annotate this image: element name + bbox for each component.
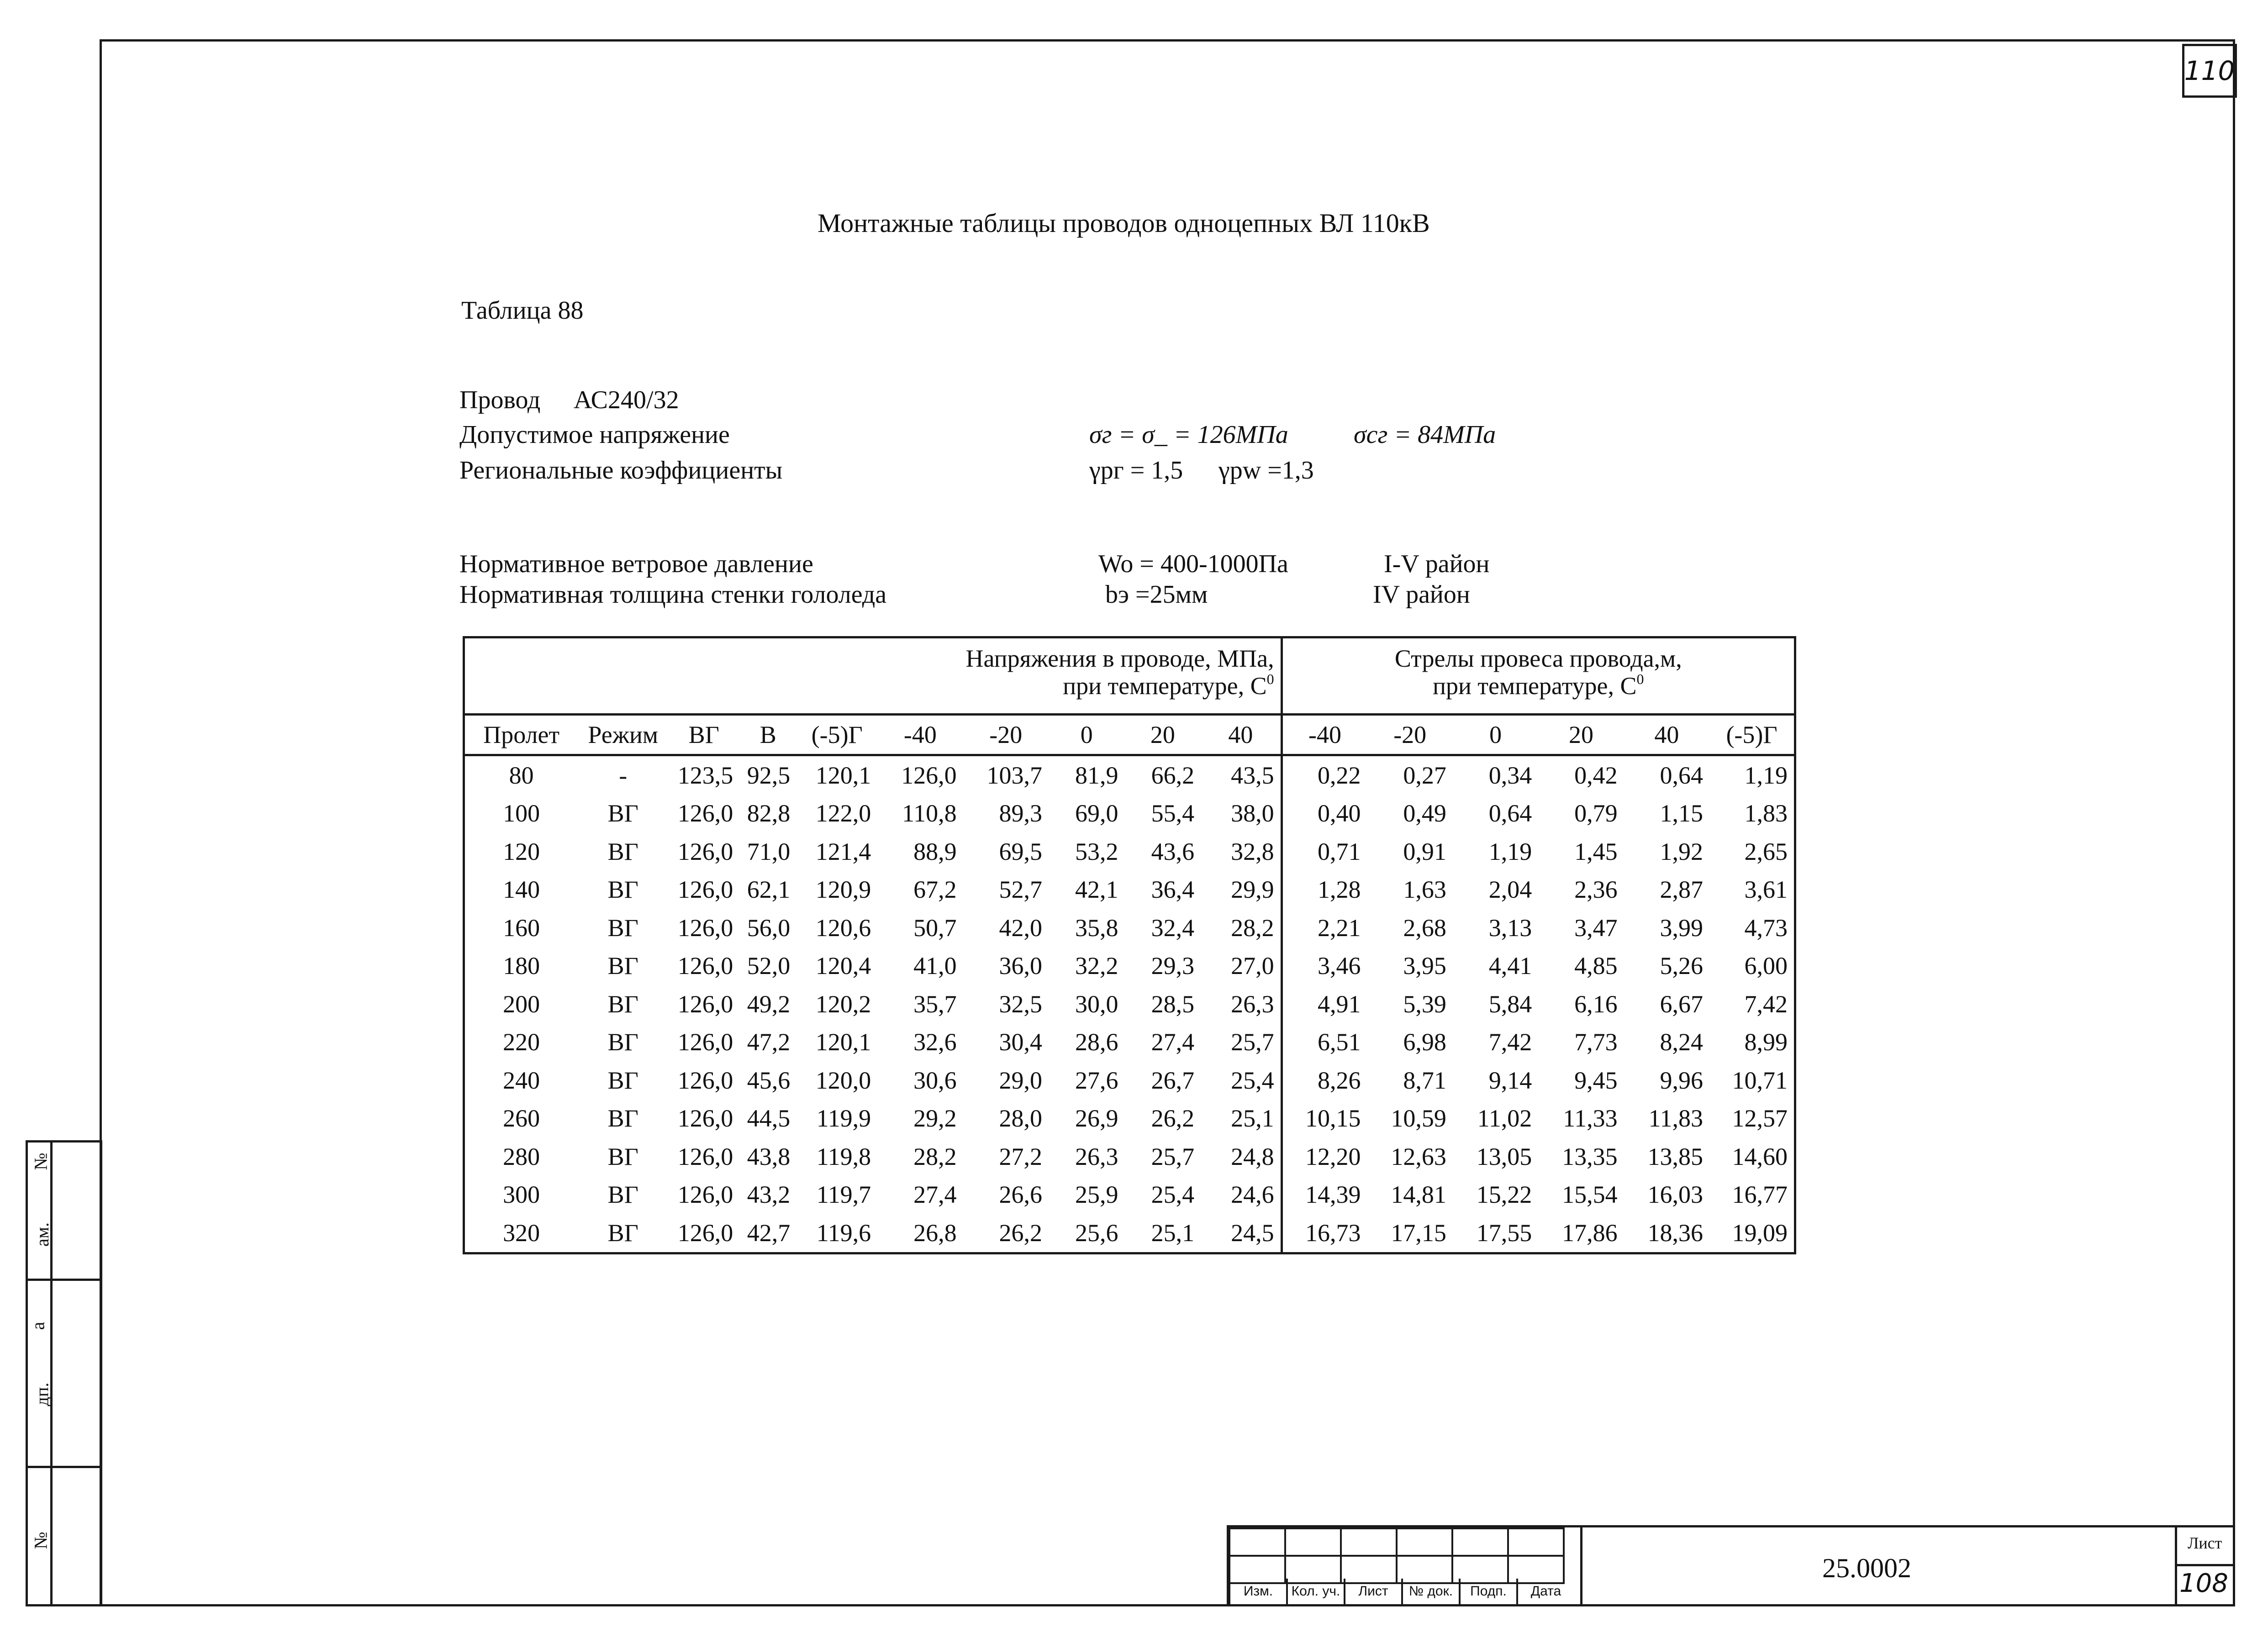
value-cell: 126,0 — [677, 990, 733, 1018]
value-cell: 126,0 — [677, 837, 733, 865]
value-cell: 8,24 — [1660, 1028, 1704, 1056]
value-cell: 26,9 — [1075, 1105, 1118, 1132]
revision-label: Кол. уч. — [1286, 1579, 1344, 1606]
value-cell: 11,83 — [1648, 1105, 1704, 1132]
table-row — [464, 985, 1795, 1023]
table-row — [464, 755, 1795, 795]
value-cell: 27,6 — [1075, 1066, 1118, 1094]
value-cell: 5,26 — [1660, 952, 1704, 980]
value-cell: 12,20 — [1282, 1137, 1367, 1176]
value-cell: 28,5 — [1151, 990, 1195, 1018]
span-cell: 220 — [503, 1028, 540, 1056]
value-cell: 26,3 — [1075, 1143, 1118, 1170]
value-cell: 47,2 — [747, 1028, 791, 1056]
span-cell: 320 — [503, 1219, 540, 1247]
value-cell: 123,5 — [677, 761, 733, 789]
span-cell: 280 — [503, 1143, 540, 1170]
value-cell: 88,9 — [913, 837, 957, 865]
mode-cell: ВГ — [607, 1028, 638, 1056]
value-cell: 25,1 — [1231, 1105, 1274, 1132]
value-cell: 1,15 — [1660, 800, 1704, 827]
value-cell: 119,8 — [816, 1143, 871, 1170]
value-cell: 7,73 — [1574, 1028, 1618, 1056]
side-stamp-line — [26, 1466, 102, 1468]
value-cell: 28,6 — [1075, 1028, 1118, 1056]
stress-value-2: σcг = 84МПа — [1354, 421, 1496, 449]
value-cell: 27,0 — [1231, 952, 1274, 980]
span-cell: 100 — [503, 800, 540, 827]
value-cell: 1,28 — [1282, 871, 1367, 909]
column-header: -20 — [1367, 715, 1452, 755]
value-cell: 0,91 — [1403, 837, 1446, 865]
span-cell: 200 — [503, 990, 540, 1018]
mode-cell: ВГ — [607, 1143, 638, 1170]
value-cell: 26,6 — [999, 1181, 1042, 1209]
value-cell: 25,1 — [1151, 1219, 1195, 1247]
sag-group-degree: 0 — [1636, 671, 1644, 687]
column-header: В — [739, 715, 796, 755]
value-cell: 16,03 — [1647, 1181, 1704, 1209]
value-cell: 32,6 — [913, 1028, 957, 1056]
column-header: 40 — [1624, 715, 1709, 755]
value-cell: 26,8 — [913, 1219, 957, 1247]
mode-cell: ВГ — [607, 837, 638, 865]
wind-region: I-V район — [1384, 550, 1490, 578]
corner-page-number-text: 110 — [2184, 55, 2235, 86]
value-cell: 0,42 — [1574, 761, 1618, 789]
value-cell: 42,1 — [1075, 876, 1118, 904]
column-header: ВГ — [668, 715, 739, 755]
value-cell: 120,0 — [815, 1066, 871, 1094]
value-cell: 10,71 — [1732, 1066, 1788, 1094]
column-header: -40 — [877, 715, 963, 755]
value-cell: 43,6 — [1151, 837, 1195, 865]
value-cell: 6,00 — [1744, 952, 1788, 980]
value-cell: 3,99 — [1660, 914, 1704, 942]
side-stamp-text-5: № — [30, 1532, 51, 1549]
value-cell: 1,92 — [1660, 837, 1704, 865]
value-cell: 25,6 — [1075, 1219, 1118, 1247]
value-cell: 11,02 — [1477, 1105, 1532, 1132]
value-cell: 81,9 — [1075, 761, 1118, 789]
value-cell: 4,85 — [1574, 952, 1618, 980]
value-cell: 126,0 — [677, 1143, 733, 1170]
sheet-box-line — [2175, 1564, 2235, 1566]
revision-label: Лист — [1344, 1579, 1401, 1606]
value-cell: 0,22 — [1282, 755, 1367, 795]
wire-value: АС240/32 — [574, 386, 679, 414]
coef-value-1: γpг = 1,5 — [1089, 456, 1183, 484]
value-cell: 28,2 — [1231, 914, 1274, 942]
span-cell: 300 — [503, 1181, 540, 1209]
stress-value-1: σг = σ_ = 126МПа — [1089, 421, 1288, 449]
value-cell: 10,59 — [1391, 1105, 1446, 1132]
value-cell: 3,95 — [1403, 952, 1446, 980]
value-cell: 17,15 — [1391, 1219, 1446, 1247]
wind-value: Wo = 400-1000Па — [1098, 550, 1288, 578]
document-code: 25.0002 — [1822, 1553, 1911, 1583]
value-cell: 12,63 — [1391, 1143, 1446, 1170]
value-cell: 126,0 — [677, 1066, 733, 1094]
value-cell: 103,7 — [986, 761, 1042, 789]
table-row — [464, 1061, 1795, 1100]
table-row — [464, 1137, 1795, 1176]
value-cell: 69,5 — [999, 837, 1042, 865]
value-cell: 2,04 — [1488, 876, 1532, 904]
side-stamp-text-1: № — [30, 1153, 51, 1170]
side-stamp-line — [26, 1279, 102, 1281]
revision-label: Дата — [1516, 1579, 1574, 1606]
value-cell: 6,51 — [1282, 1023, 1367, 1062]
value-cell: 53,2 — [1075, 837, 1118, 865]
value-cell: 89,3 — [999, 800, 1042, 827]
mode-cell: ВГ — [607, 914, 638, 942]
value-cell: 16,73 — [1282, 1214, 1367, 1253]
value-cell: 4,41 — [1488, 952, 1532, 980]
revision-label: Изм. — [1229, 1579, 1286, 1606]
value-cell: 126,0 — [901, 761, 957, 789]
installation-table — [463, 636, 1796, 1254]
value-cell: 13,05 — [1476, 1143, 1532, 1170]
table-row — [464, 795, 1795, 833]
column-header: 20 — [1125, 715, 1201, 755]
value-cell: 25,4 — [1151, 1181, 1195, 1209]
mode-cell: ВГ — [607, 1105, 638, 1132]
value-cell: 9,96 — [1660, 1066, 1704, 1094]
value-cell: 26,2 — [1151, 1105, 1195, 1132]
value-cell: 2,36 — [1574, 876, 1618, 904]
value-cell: 24,6 — [1231, 1181, 1274, 1209]
column-header: (-5)Г — [1709, 715, 1795, 755]
value-cell: 13,85 — [1647, 1143, 1704, 1170]
value-cell: 7,42 — [1488, 1028, 1532, 1056]
value-cell: 119,6 — [816, 1219, 871, 1247]
span-cell: 240 — [503, 1066, 540, 1094]
value-cell: 41,0 — [913, 952, 957, 980]
value-cell: 0,27 — [1403, 761, 1446, 789]
value-cell: 126,0 — [677, 952, 733, 980]
table-row — [464, 1100, 1795, 1138]
span-cell: 160 — [503, 914, 540, 942]
table-label: Таблица 88 — [461, 296, 584, 325]
value-cell: 11,33 — [1563, 1105, 1618, 1132]
value-cell: 126,0 — [677, 1219, 733, 1247]
value-cell: 5,39 — [1403, 990, 1446, 1018]
value-cell: 4,73 — [1744, 914, 1788, 942]
value-cell: 28,0 — [999, 1105, 1042, 1132]
value-cell: 71,0 — [747, 837, 791, 865]
value-cell: 1,45 — [1574, 837, 1618, 865]
value-cell: 15,22 — [1476, 1181, 1532, 1209]
ice-region: IV район — [1373, 580, 1470, 609]
value-cell: 14,39 — [1282, 1176, 1367, 1214]
span-cell: 140 — [503, 876, 540, 904]
value-cell: 9,45 — [1574, 1066, 1618, 1094]
value-cell: 56,0 — [747, 914, 791, 942]
value-cell: 28,2 — [913, 1143, 957, 1170]
stress-label: Допустимое напряжение — [459, 421, 730, 449]
column-header: 20 — [1538, 715, 1624, 755]
value-cell: 30,6 — [913, 1066, 957, 1094]
corner-page-number — [2182, 44, 2237, 98]
value-cell: 24,8 — [1231, 1143, 1274, 1170]
mode-cell: ВГ — [607, 1066, 638, 1094]
value-cell: 52,0 — [747, 952, 791, 980]
value-cell: 120,4 — [815, 952, 871, 980]
value-cell: 10,15 — [1282, 1100, 1367, 1138]
value-cell: 62,1 — [747, 876, 791, 904]
value-cell: 18,36 — [1647, 1219, 1704, 1247]
mode-cell: ВГ — [607, 876, 638, 904]
value-cell: 3,13 — [1488, 914, 1532, 942]
mode-cell: ВГ — [607, 990, 638, 1018]
value-cell: 35,7 — [913, 990, 957, 1018]
value-cell: 42,7 — [747, 1219, 791, 1247]
column-header: Режим — [578, 715, 668, 755]
value-cell: 7,42 — [1744, 990, 1788, 1018]
value-cell: 32,4 — [1151, 914, 1195, 942]
value-cell: 25,7 — [1151, 1143, 1195, 1170]
title-block-divider — [1580, 1525, 1582, 1606]
value-cell: 6,98 — [1403, 1028, 1446, 1056]
stress-group-line1: Напряжения в проводе, МПа, — [965, 645, 1274, 672]
value-cell: 55,4 — [1151, 800, 1195, 827]
value-cell: 0,34 — [1488, 761, 1532, 789]
revision-label: Подп. — [1459, 1579, 1516, 1606]
sheet-label: Лист — [2188, 1534, 2222, 1552]
value-cell: 2,65 — [1744, 837, 1788, 865]
value-cell: 27,2 — [999, 1143, 1042, 1170]
sheet-number: 108 — [2179, 1569, 2228, 1598]
value-cell: 29,2 — [913, 1105, 957, 1132]
value-cell: 4,91 — [1282, 985, 1367, 1023]
value-cell: 12,57 — [1732, 1105, 1788, 1132]
table-row — [464, 1176, 1795, 1214]
span-cell: 80 — [509, 761, 534, 789]
stress-group-header — [464, 637, 1282, 715]
value-cell: 50,7 — [913, 914, 957, 942]
value-cell: 36,4 — [1151, 876, 1195, 904]
value-cell: 82,8 — [747, 800, 791, 827]
value-cell: 120,1 — [815, 761, 871, 789]
value-cell: 35,8 — [1075, 914, 1118, 942]
value-cell: 126,0 — [677, 876, 733, 904]
mode-cell: ВГ — [607, 1219, 638, 1247]
value-cell: 119,7 — [816, 1181, 871, 1209]
value-cell: 1,19 — [1744, 761, 1788, 789]
value-cell: 3,46 — [1282, 947, 1367, 985]
value-cell: 29,0 — [999, 1066, 1042, 1094]
span-cell: 120 — [503, 837, 540, 865]
value-cell: 126,0 — [677, 914, 733, 942]
value-cell: 0,64 — [1488, 800, 1532, 827]
ice-value: bэ =25мм — [1105, 580, 1208, 609]
value-cell: 30,4 — [999, 1028, 1042, 1056]
value-cell: 1,19 — [1488, 837, 1532, 865]
value-cell: 126,0 — [677, 1028, 733, 1056]
revision-grid — [1229, 1527, 1565, 1584]
value-cell: 26,2 — [999, 1219, 1042, 1247]
column-header: 0 — [1049, 715, 1125, 755]
value-cell: 2,21 — [1282, 909, 1367, 947]
value-cell: 32,5 — [999, 990, 1042, 1018]
wind-label: Нормативное ветровое давление — [459, 550, 813, 578]
stress-group-line2: при температуре, С — [1063, 672, 1267, 700]
value-cell: 3,47 — [1574, 914, 1618, 942]
value-cell: 49,2 — [747, 990, 791, 1018]
mode-cell: ВГ — [607, 952, 638, 980]
value-cell: 13,35 — [1562, 1143, 1618, 1170]
side-stamp-text-4: дп. — [32, 1382, 53, 1406]
value-cell: 122,0 — [815, 800, 871, 827]
value-cell: 19,09 — [1732, 1219, 1788, 1247]
value-cell: 66,2 — [1151, 761, 1195, 789]
value-cell: 0,64 — [1660, 761, 1704, 789]
sag-group-header — [1282, 637, 1795, 715]
value-cell: 120,2 — [815, 990, 871, 1018]
value-cell: 25,9 — [1075, 1181, 1118, 1209]
value-cell: 44,5 — [747, 1105, 791, 1132]
table-row — [464, 871, 1795, 909]
value-cell: 5,84 — [1488, 990, 1532, 1018]
column-header: -20 — [963, 715, 1049, 755]
coef-value-2: γpw =1,3 — [1218, 456, 1314, 484]
table-row — [464, 947, 1795, 985]
value-cell: 43,8 — [747, 1143, 791, 1170]
wire-label: Провод — [459, 386, 541, 414]
value-cell: 1,63 — [1403, 876, 1446, 904]
value-cell: 27,4 — [913, 1181, 957, 1209]
value-cell: 26,7 — [1151, 1066, 1195, 1094]
value-cell: 2,68 — [1403, 914, 1446, 942]
value-cell: 26,3 — [1231, 990, 1274, 1018]
value-cell: 1,83 — [1744, 800, 1788, 827]
span-cell: 260 — [503, 1105, 540, 1132]
value-cell: 121,4 — [815, 837, 871, 865]
mode-cell: ВГ — [607, 800, 638, 827]
value-cell: 126,0 — [677, 1105, 733, 1132]
column-header: (-5)Г — [796, 715, 877, 755]
value-cell: 32,8 — [1231, 837, 1274, 865]
value-cell: 24,5 — [1231, 1219, 1274, 1247]
value-cell: 69,0 — [1075, 800, 1118, 827]
value-cell: 0,40 — [1282, 795, 1367, 833]
value-cell: 126,0 — [677, 1181, 733, 1209]
value-cell: 43,2 — [747, 1181, 791, 1209]
value-cell: 45,6 — [747, 1066, 791, 1094]
value-cell: 0,71 — [1282, 832, 1367, 871]
value-cell: 8,26 — [1282, 1061, 1367, 1100]
value-cell: 0,79 — [1574, 800, 1618, 827]
table-body — [464, 755, 1795, 1253]
column-header-row — [464, 715, 1795, 755]
side-stamp-text-3: а — [27, 1322, 48, 1330]
revision-labels — [1229, 1579, 1574, 1606]
column-header: Пролет — [464, 715, 578, 755]
value-cell: 8,99 — [1744, 1028, 1788, 1056]
value-cell: 29,3 — [1151, 952, 1195, 980]
value-cell: 119,9 — [816, 1105, 871, 1132]
value-cell: 9,14 — [1488, 1066, 1532, 1094]
span-cell: 180 — [503, 952, 540, 980]
value-cell: 14,60 — [1732, 1143, 1788, 1170]
value-cell: 67,2 — [913, 876, 957, 904]
value-cell: 8,71 — [1403, 1066, 1446, 1094]
value-cell: 110,8 — [902, 800, 957, 827]
value-cell: 25,7 — [1231, 1028, 1274, 1056]
value-cell: 6,67 — [1660, 990, 1704, 1018]
value-cell: 126,0 — [677, 800, 733, 827]
value-cell: 17,86 — [1562, 1219, 1618, 1247]
table-row — [464, 832, 1795, 871]
value-cell: 38,0 — [1231, 800, 1274, 827]
value-cell: 120,6 — [815, 914, 871, 942]
value-cell: 32,2 — [1075, 952, 1118, 980]
value-cell: 0,49 — [1403, 800, 1446, 827]
coef-label: Региональные коэффициенты — [459, 456, 783, 484]
value-cell: 36,0 — [999, 952, 1042, 980]
column-header: 0 — [1453, 715, 1538, 755]
table-row — [464, 1023, 1795, 1062]
value-cell: 6,16 — [1574, 990, 1618, 1018]
value-cell: 92,5 — [747, 761, 791, 789]
value-cell: 17,55 — [1476, 1219, 1532, 1247]
value-cell: 16,77 — [1732, 1181, 1788, 1209]
stress-group-degree: 0 — [1266, 671, 1274, 687]
sag-group-line1: Стрелы провеса провода,м, — [1394, 645, 1682, 672]
value-cell: 43,5 — [1231, 761, 1274, 789]
side-stamp-text-2: ам. — [32, 1222, 53, 1247]
value-cell: 3,61 — [1744, 876, 1788, 904]
value-cell: 29,9 — [1231, 876, 1274, 904]
value-cell: 52,7 — [999, 876, 1042, 904]
value-cell: 2,87 — [1660, 876, 1704, 904]
value-cell: 14,81 — [1391, 1181, 1446, 1209]
mode-cell: ВГ — [607, 1181, 638, 1209]
column-header: 40 — [1201, 715, 1282, 755]
value-cell: 30,0 — [1075, 990, 1118, 1018]
table-row — [464, 909, 1795, 947]
value-cell: 120,1 — [815, 1028, 871, 1056]
value-cell: 120,9 — [815, 876, 871, 904]
mode-cell: - — [619, 761, 628, 789]
ice-label: Нормативная толщина стенки гололеда — [459, 580, 887, 609]
table-row — [464, 1214, 1795, 1253]
column-header: -40 — [1282, 715, 1367, 755]
value-cell: 25,4 — [1231, 1066, 1274, 1094]
page-title: Монтажные таблицы проводов одноцепных ВЛ 110кВ — [818, 208, 1430, 238]
value-cell: 27,4 — [1151, 1028, 1195, 1056]
sag-group-line2: при температуре, С — [1433, 672, 1637, 700]
revision-label: № док. — [1401, 1579, 1459, 1606]
value-cell: 42,0 — [999, 914, 1042, 942]
value-cell: 15,54 — [1562, 1181, 1618, 1209]
